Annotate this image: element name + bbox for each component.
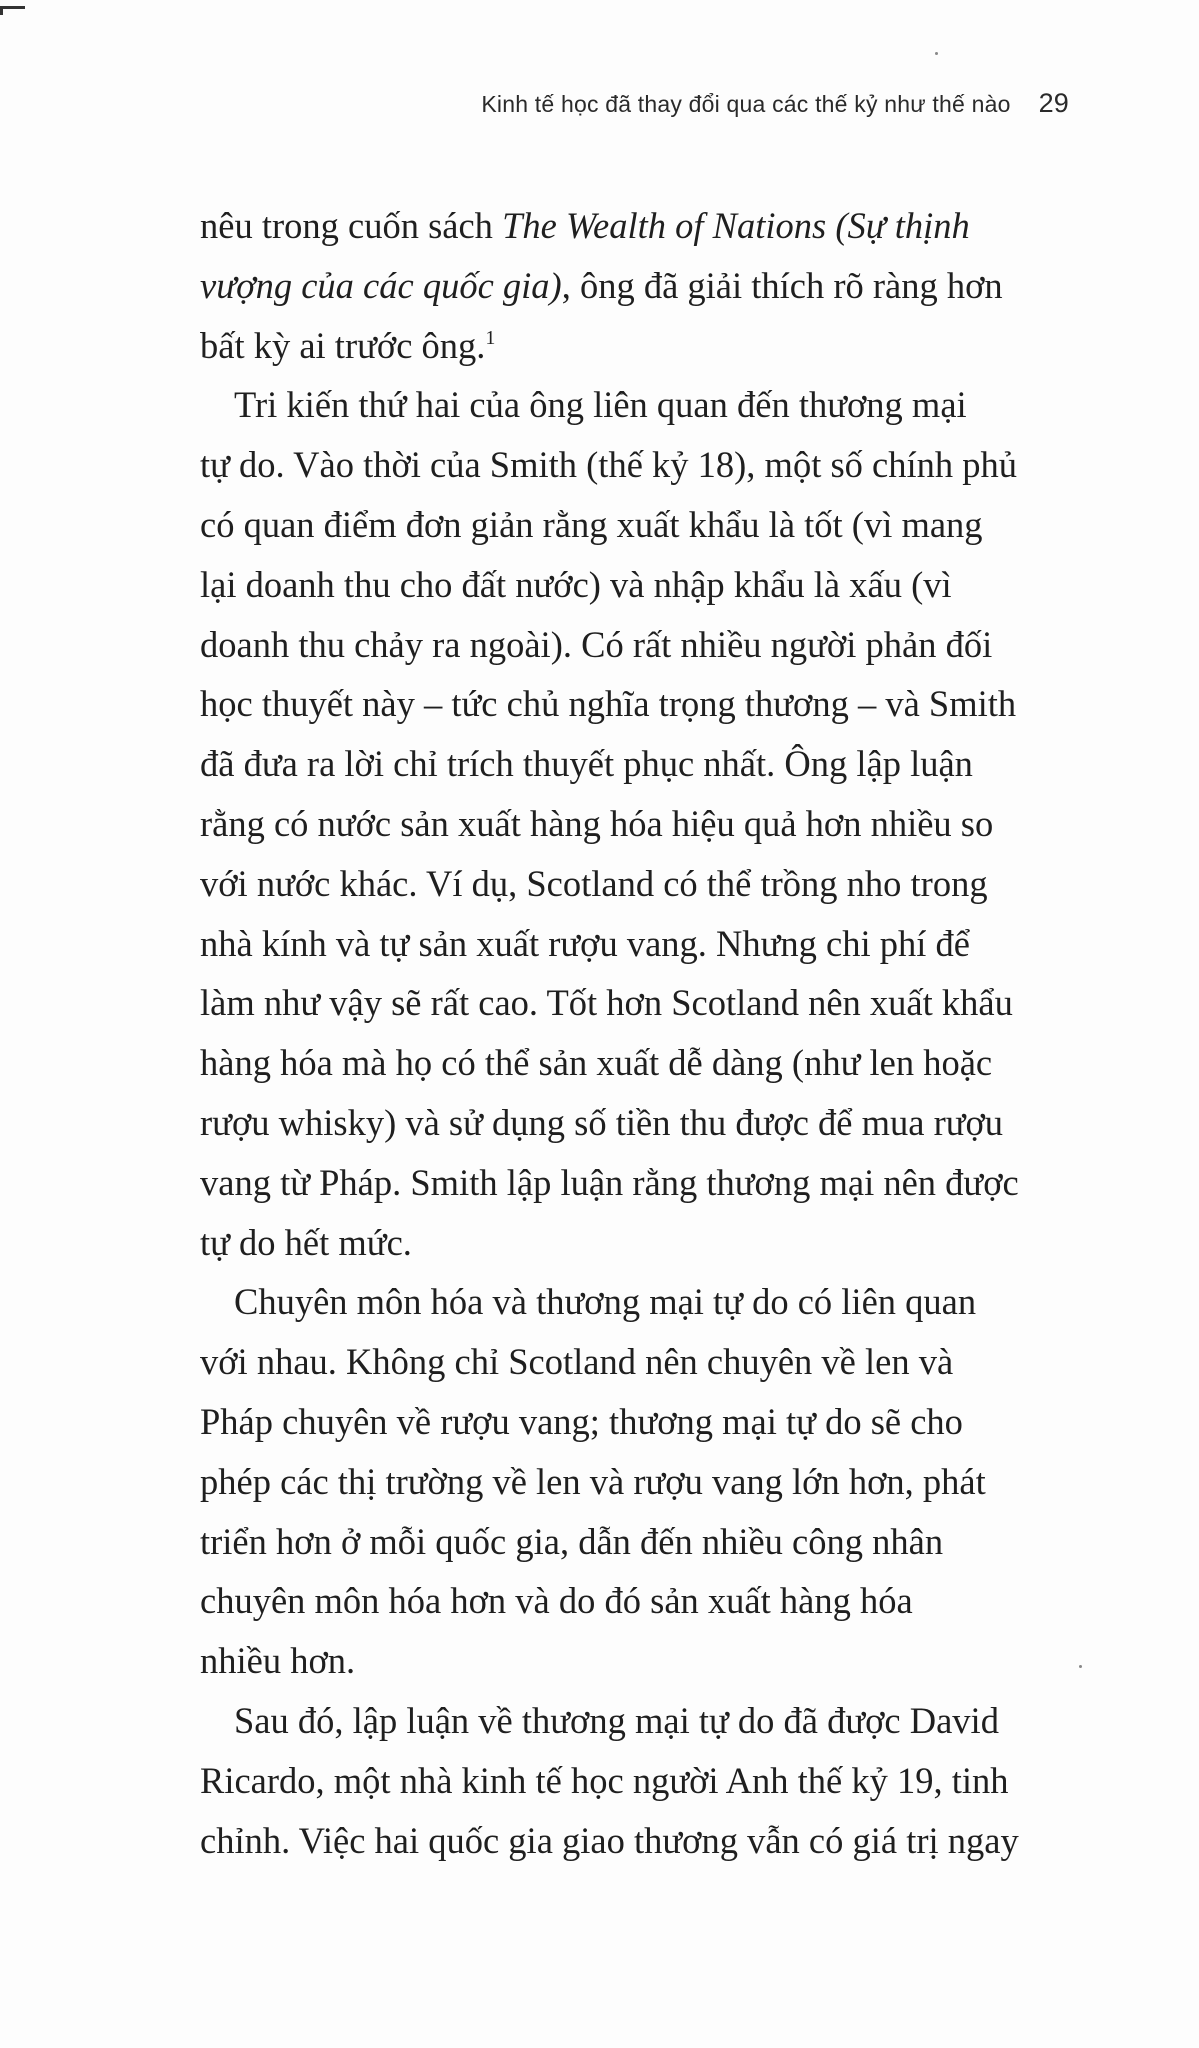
text-line: đã đưa ra lời chỉ trích thuyết phục nhất. Ông lập luận [200,743,973,785]
page-number: 29 [1038,88,1069,118]
text-line: rằng có nước sản xuất hàng hóa hiệu quả hơn nhiều so [200,802,994,844]
body-text [200,196,1065,1870]
text-line: chỉnh. Việc hai quốc gia giao thương vẫn có giá trị ngay [200,1819,1019,1861]
text-line: lại doanh thu cho đất nước) và nhập khẩu là xấu (vì [200,563,952,605]
text-line: bất kỳ ai trước ông.$^1$ [200,324,496,366]
footnote-marker: 1 [485,326,496,349]
text-line: vang từ Pháp. Smith lập luận rằng thương mại nên được [200,1161,1019,1203]
text-line: có quan điểm đơn giản rằng xuất khẩu là tốt (vì mang [200,503,983,545]
text-line: nhiều hơn. [200,1640,356,1682]
text-line: Ricardo, một nhà kinh tế học người Anh thế kỷ 19, tinh [200,1759,1009,1801]
text-line: tự do. Vào thời của Smith (thế kỷ 18), một số chính phủ [200,444,1018,486]
text-line: doanh thu chảy ra ngoài). Có rất nhiều người phản đối [200,623,993,665]
text-line: học thuyết này – tức chủ nghĩa trọng thương – và Smith [200,683,1017,725]
scan-speck [1079,1665,1082,1668]
text-line: nhà kính và tự sản xuất rượu vang. Nhưng chi phí để [200,922,970,964]
text-line: tự do hết mức. [200,1221,412,1263]
text-line: Tri kiến thứ hai của ông liên quan đến thương mại [234,384,967,426]
text-line: nêu trong cuốn sách The Wealth of Nations (Sự thịnh [200,205,970,246]
crop-mark [0,6,25,15]
running-title: Kinh tế học đã thay đổi qua các thế kỷ như thế nào [481,91,1011,117]
text-line: rượu whisky) và sử dụng số tiền thu được để mua rượu [200,1101,1004,1143]
text-line: Chuyên môn hóa và thương mại tự do có liên quan [234,1281,977,1323]
text-line: chuyên môn hóa hơn và do đó sản xuất hàng hóa [200,1580,913,1622]
text-line: làm như vậy sẽ rất cao. Tốt hơn Scotland nên xuất khẩu [200,982,1013,1024]
text-line: vượng của các quốc gia), ông đã giải thích rõ ràng hơn [200,264,1003,306]
text-line: Sau đó, lập luận về thương mại tự do đã được David [234,1699,999,1741]
text-line: phép các thị trường về len và rượu vang lớn hơn, phát [200,1460,986,1502]
scan-speck [935,52,938,55]
text-line: với nhau. Không chỉ Scotland nên chuyên về len và [200,1341,954,1383]
text-line: Pháp chuyên về rượu vang; thương mại tự do sẽ cho [200,1400,963,1442]
text-line: với nước khác. Ví dụ, Scotland có thể trồng nho trong [200,862,988,904]
text-line: hàng hóa mà họ có thể sản xuất dễ dàng (như len hoặc [200,1042,993,1084]
text-line: triển hơn ở mỗi quốc gia, dẫn đến nhiều công nhân [200,1520,944,1562]
running-header [481,88,1069,119]
